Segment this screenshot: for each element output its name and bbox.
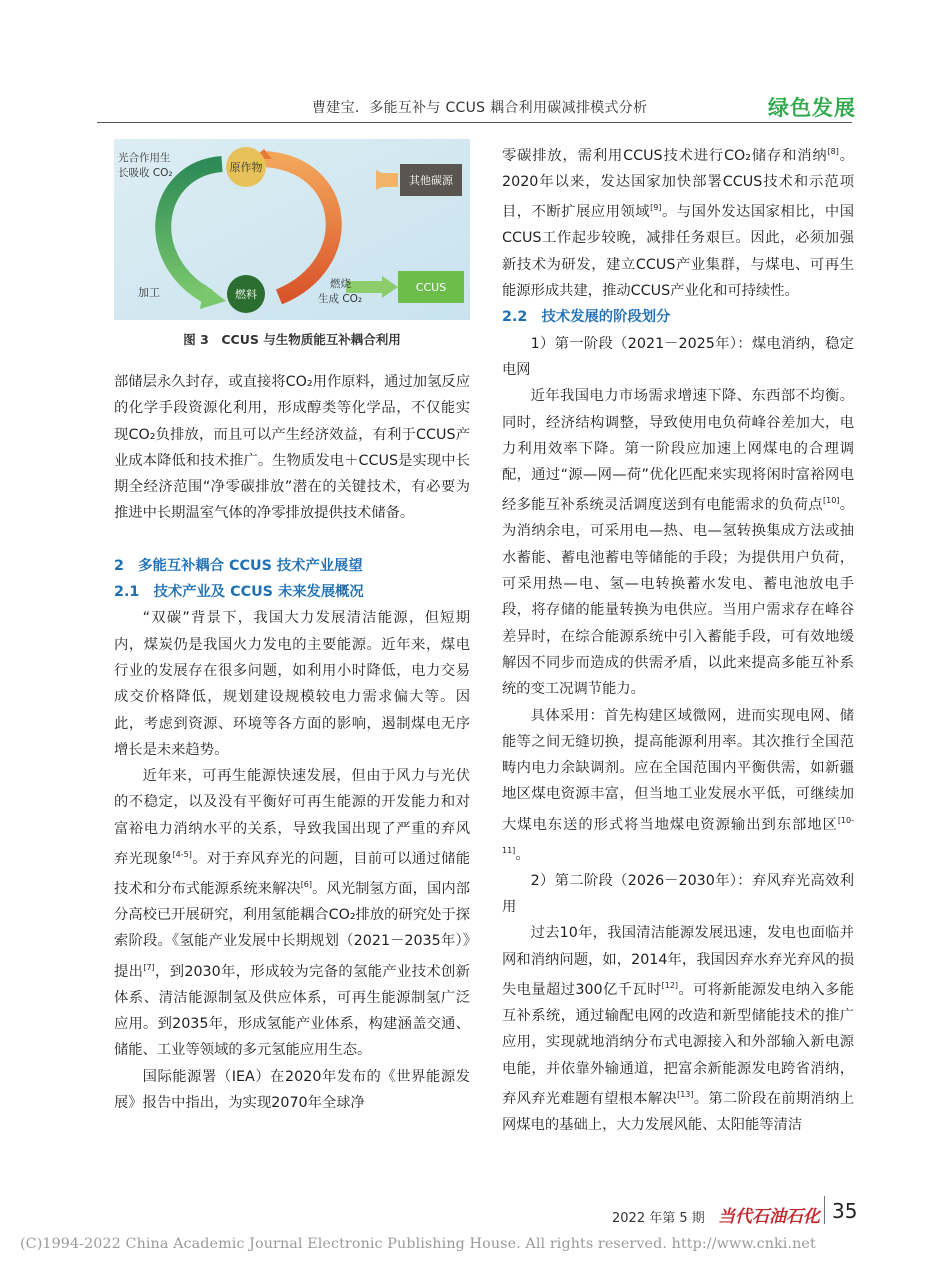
right-paragraph-1: 零碳排放，需利用CCUS技术进行CO₂储存和消纳[8]。2020年以来，发达国家加快部署CCUS技术和示范项目，不断扩展应用领域[9]。与国外发达国家相比，中国CCUS工作起步较晚，减排任务艰巨。因此，必须加强新技术为研发，建立CCUS产业集群，与煤电、可再生能源形成共建，推动CCUS产业化和可持续性。: [502, 147, 855, 300]
figure-caption: 图 3 CCUS 与生物质能互补耦合利用: [183, 332, 401, 347]
other-carbon-arrow-shaft: [376, 173, 398, 187]
section-brand-label: 绿色发展: [768, 96, 856, 120]
ccus-arrow-shaft: [346, 281, 386, 293]
figure-3-diagram: [114, 139, 470, 320]
section-2-2-heading: 2.2 技术发展的阶段划分: [502, 309, 671, 326]
left-paragraph-4: 国际能源署（IEA）在2020年发布的《世界能源发展》报告中指出，为实现2070年全球净: [114, 1068, 470, 1112]
photosynthesis-label-1: 光合作用生: [118, 152, 171, 164]
left-column: [114, 369, 470, 1116]
left-paragraph-2: “双碳”背景下，我国大力发展清洁能源，但短期内，煤炭仍是我国火力发电的主要能源。近年来，煤电行业的发展存在很多问题，如利用小时降低，电力交易成交价格降低，规划建设规模较电力需求偏大等。因此，考虑到资源、环境等各方面的影响，遏制煤电无序增长是未来趋势。: [114, 610, 470, 758]
section-gap: [114, 527, 470, 553]
header-divider: [97, 122, 852, 123]
burn-label-1: 燃烧: [330, 278, 351, 290]
page-number: 35: [832, 1199, 858, 1223]
citation-ref: [10-11]: [502, 815, 854, 855]
left-paragraph-3: 近年来，可再生能源快速发展，但由于风力与光伏的不稳定，以及没有平衡好可再生能源的开发能力和对富裕电力消纳水平的关系，导致我国出现了严重的弃风弃光现象[4-5]。对于弃风弃光的问题，目前可以通过储能技术和分布式能源系统来解决[6]。风光制氢方面，国内部分高校已开展研究，利用氢能耦合CO₂排放的研究处于探索阶段。《氢能产业发展中长期规划（2021－2035年）》提出[7]，到2030年，形成较为完备的氢能产业技术创新体系、清洁能源制氢及供应体系，可再生能源制氢广泛应用。到2035年，形成氢能产业体系，构建涵盖交通、储能、工业等领域的多元氢能应用生态。: [114, 768, 471, 1059]
running-header-title: 曹建宝．多能互补与 CCUS 耦合利用碳减排模式分析: [312, 100, 648, 116]
burn-label-2: 生成 CO₂: [318, 293, 363, 305]
citation-ref: [13]: [677, 1089, 694, 1099]
section-2-heading: 2 多能互补耦合 CCUS 技术产业展望: [114, 557, 363, 574]
process-label: 加工: [138, 286, 160, 299]
citation-ref: [12]: [661, 981, 679, 991]
citation-ref: [8]: [827, 147, 839, 156]
left-paragraph-1: 部储层永久封存，或直接将CO₂用作原料，通过加氢反应的化学手段资源化利用，形成醇类等化学品，不仅能实现CO₂负排放，而且可以产生经济效益，有利于CCUS产业成本降低和技术推广。生物质发电＋CCUS是实现中长期全经济范围“净零碳排放”潜在的关键技术，有必要为推进中长期温室气体的净零排放提供技术储备。: [114, 374, 470, 522]
stage-2-heading: 2）第二阶段（2026－2030年）：弃风弃光高效利用: [502, 872, 854, 916]
stage-1-heading: 1）第一阶段（2021－2025年）：煤电消纳，稳定电网: [502, 335, 854, 378]
citation-ref: [10]: [823, 496, 840, 506]
other-carbon-label: 其他碳源: [409, 174, 453, 187]
right-column: [502, 139, 854, 1138]
fuel-label: 燃料: [235, 288, 257, 301]
copyright-notice: (C)1994-2022 China Academic Journal Electronic Publishing House. All rights reserved. http://www.cnki.net: [20, 1236, 816, 1252]
footer-journal-logo: 当代石油石化: [718, 1207, 820, 1227]
citation-ref: [9]: [650, 203, 662, 213]
citation-ref: [6]: [300, 880, 313, 890]
ccus-label: CCUS: [415, 281, 447, 294]
photosynthesis-label-2: 长吸收 CO₂: [118, 167, 173, 179]
right-paragraph-3: 具体采用：首先构建区域微网，进而实现电网、储能等之间无缝切换，提高能源利用率。其次推行全国范畴内电力余缺调剂。应在全国范围内平衡供需，如新疆地区煤电资源丰富，但当地工业发展水平低，可继续加大煤电东送的形式将当地煤电资源输出到东部地区[10-11]。: [502, 707, 854, 863]
right-paragraph-4: 过去10年，我国清洁能源发展迅速，发电也面临并网和消纳问题，如，2014年，我国因弃水弃光弃风的损失电量超过300亿千瓦时[12]。可将新能源发电纳入多能互补系统，通过输配电网的改造和新型储能技术的推广应用，实现就地消纳分布式电源接入和外部输入新电源电能，并依靠外输通道，把富余新能源发电跨省消纳，弃风弃光难题有望根本解决[13]。第二阶段在前期消纳上网煤电的基础上，大力发展风能、太阳能等清洁: [502, 925, 855, 1134]
citation-ref: [4-5]: [172, 850, 192, 860]
footer-issue: 2022 年第 5 期: [612, 1211, 705, 1226]
citation-ref: [7]: [143, 962, 155, 972]
section-2-1-heading: 2.1 技术产业及 CCUS 未来发展概况: [114, 584, 364, 601]
right-paragraph-2: 近年我国电力市场需求增速下降、东西部不均衡。同时，经济结构调整，导致使用电负荷峰谷差加大，电力利用效率下降。第一阶段应加速上网煤电的合理调配，通过“源—网—荷”优化匹配来实现将闲时富裕网电经多能互补系统灵活调度送到有电能需求的负荷点[10]。为消纳余电，可采用电—热、电—氢转换集成方法或抽水蓄能、蓄电池蓄电等储能的手段；为提供用户负荷，可采用热—电、氢—电转换蓄水发电、蓄电池放电手段，将存储的能量转换为电供应。当用户需求存在峰谷差异时，在综合能源系统中引入蓄能手段，可有效地缓解因不同步而造成的供需矛盾，以此来提高多能互补系统的变工况调节能力。: [502, 388, 855, 698]
footer-divider: [824, 1196, 825, 1224]
raw-crop-label: 原作物: [229, 161, 263, 174]
